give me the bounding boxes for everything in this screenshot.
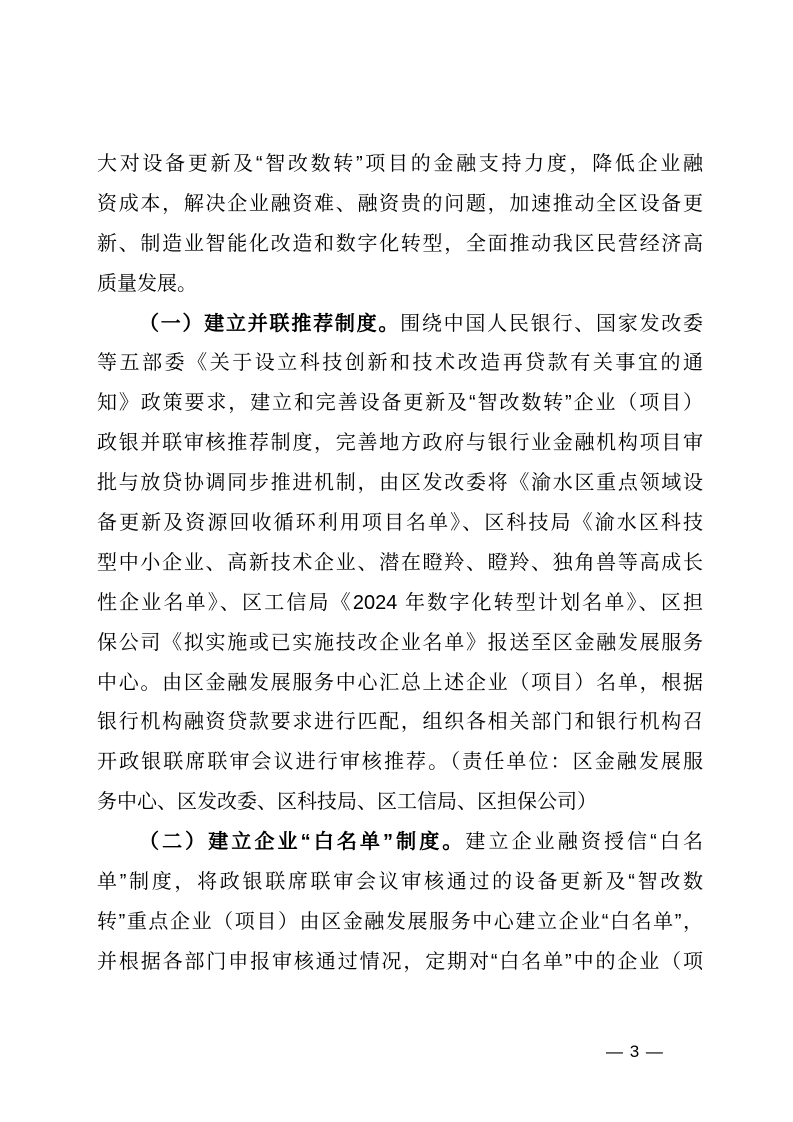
text-segment: 建立企业融资授信“白名 [465,831,703,854]
text-segment: 政银并联审核推荐制度，完善地方政府与银行业金融机构项目审 [97,432,703,455]
text-segment: 银行机构融资贷款要求进行匹配，组织各相关部门和银行机构召 [97,711,703,734]
text-line [97,624,703,664]
text-segment: 保公司《拟实施或已实施技改企业名单》报送至区金融发展服务 [97,631,703,654]
text-segment: 等五部委《关于设立科技创新和技术改造再贷款有关事宜的通 [97,352,703,375]
text-line [97,903,703,943]
text-segment: 质量发展。 [97,272,197,295]
paragraph-section-2 [97,823,703,983]
text-segment: 知》政策要求，建立和完善设备更新及“智改数转”企业（项目） [97,392,703,415]
text-line [97,664,703,704]
text-line [97,305,703,345]
paragraph-continuation [97,145,703,305]
text-line [97,265,703,305]
text-line [97,145,703,185]
text-segment: 备更新及资源回收循环利用项目名单》、区科技局《渝水区科技 [97,512,703,535]
text-segment: 大对设备更新及“智改数转”项目的金融支持力度，降低企业融 [97,153,703,175]
paragraph-section-1 [97,305,703,824]
text-line [97,703,703,743]
text-line [97,544,703,584]
text-line [97,424,703,464]
text-line [97,464,703,504]
section-heading: （一）建立并联推荐制度。 [139,312,401,335]
text-segment: 单”制度，将政银联席联审会议审核通过的设备更新及“智改数 [97,871,703,894]
text-segment: 新、制造业智能化改造和数字化转型，全面推动我区民营经济高 [97,232,703,255]
text-segment: 转”重点企业（项目）由区金融发展服务中心建立企业“白名单”， [97,910,703,933]
text-line [97,504,703,544]
text-line [97,943,703,983]
text-segment: 批与放贷协调同步推进机制，由区发改委将《渝水区重点领域设 [97,472,703,495]
text-segment: 中心。由区金融发展服务中心汇总上述企业（项目）名单，根据 [97,671,703,694]
text-line [97,225,703,265]
text-segment: 开政银联席联审会议进行审核推荐。（责任单位：区金融发展服 [97,751,703,774]
text-line [97,584,703,624]
text-line [97,384,703,424]
text-segment: 围绕中国人民银行、国家发改委 [400,312,703,335]
text-segment: 务中心、区发改委、区科技局、区工信局、区担保公司） [97,791,597,814]
text-line [97,344,703,384]
document-body [97,145,703,983]
text-line [97,743,703,783]
text-line [97,823,703,863]
text-line [97,783,703,823]
text-segment: 资成本，解决企业融资难、融资贵的问题，加速推动全区设备更 [97,192,703,215]
text-segment: 型中小企业、高新技术企业、潜在瞪羚、瞪羚、独角兽等高成长 [97,551,703,574]
page-number: — 3 — [606,1042,664,1061]
section-heading: （二）建立企业“白名单”制度。 [139,831,466,854]
text-line [97,185,703,225]
text-segment: 并根据各部门申报审核通过情况，定期对“白名单”中的企业（项 [97,950,703,973]
text-line [97,863,703,903]
text-segment: 性企业名单》、区工信局《2024 年数字化转型计划名单》、区担 [97,591,703,614]
